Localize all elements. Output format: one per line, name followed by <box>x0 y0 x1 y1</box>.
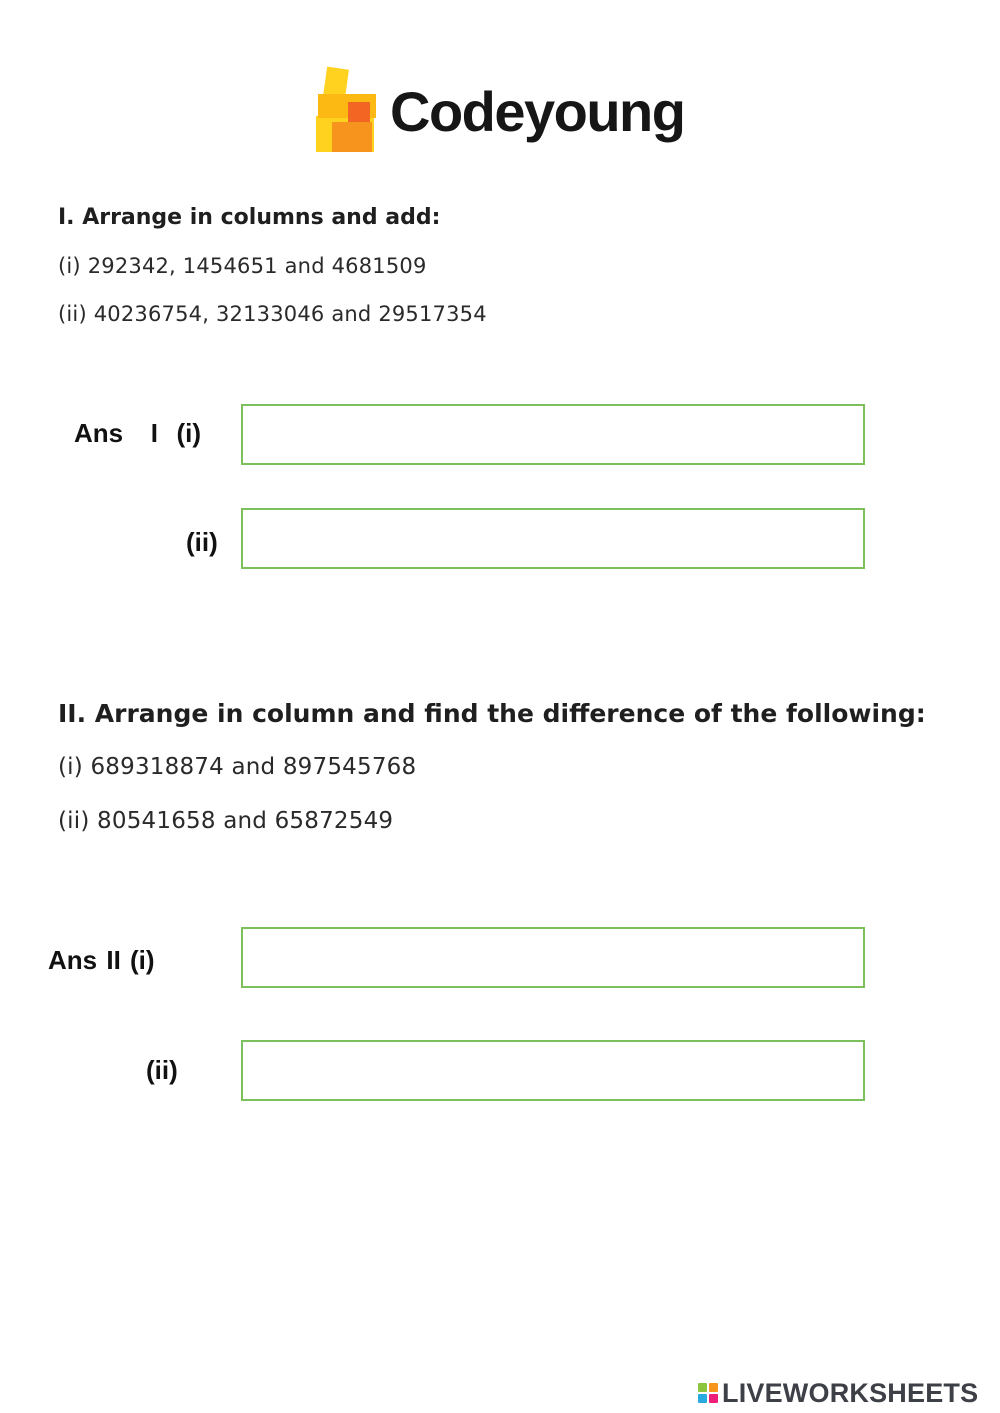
section-2-heading: II. Arrange in column and find the difference of the following: <box>58 699 926 728</box>
lw-icon-square-i <box>709 1383 718 1392</box>
lw-icon-square-e <box>709 1394 718 1403</box>
answer-1-ii-label: (ii) <box>186 527 218 557</box>
answer-1-ii-input[interactable] <box>241 508 865 569</box>
answer-1-i-input[interactable] <box>241 404 865 465</box>
answer-2-i-label: Ans II (i) <box>48 945 155 975</box>
answer-2-ii-label: (ii) <box>146 1055 178 1085</box>
lw-icon-square-v <box>698 1394 707 1403</box>
section-2-item-1: (i) 689318874 and 897545768 <box>58 754 417 780</box>
lw-icon-square-l <box>698 1383 707 1392</box>
logo-wordmark: Codeyoung <box>390 80 685 143</box>
section-1-heading: I. Arrange in columns and add: <box>58 205 441 230</box>
liveworksheets-wordmark: LIVEWORKSHEETS <box>722 1377 979 1408</box>
section-1-item-2: (ii) 40236754, 32133046 and 29517354 <box>58 302 487 326</box>
answer-2-i-input[interactable] <box>241 927 865 988</box>
section-2-item-2: (ii) 80541658 and 65872549 <box>58 808 394 834</box>
section-1-item-1: (i) 292342, 1454651 and 4681509 <box>58 254 427 278</box>
liveworksheets-logo-icon <box>698 1383 718 1403</box>
codeyoung-logo <box>312 66 712 166</box>
answer-2-ii-input[interactable] <box>241 1040 865 1101</box>
answer-1-i-label: Ans I (i) <box>74 418 201 448</box>
codeyoung-logo-mark-icon <box>312 66 378 156</box>
liveworksheets-brand <box>698 1378 978 1408</box>
